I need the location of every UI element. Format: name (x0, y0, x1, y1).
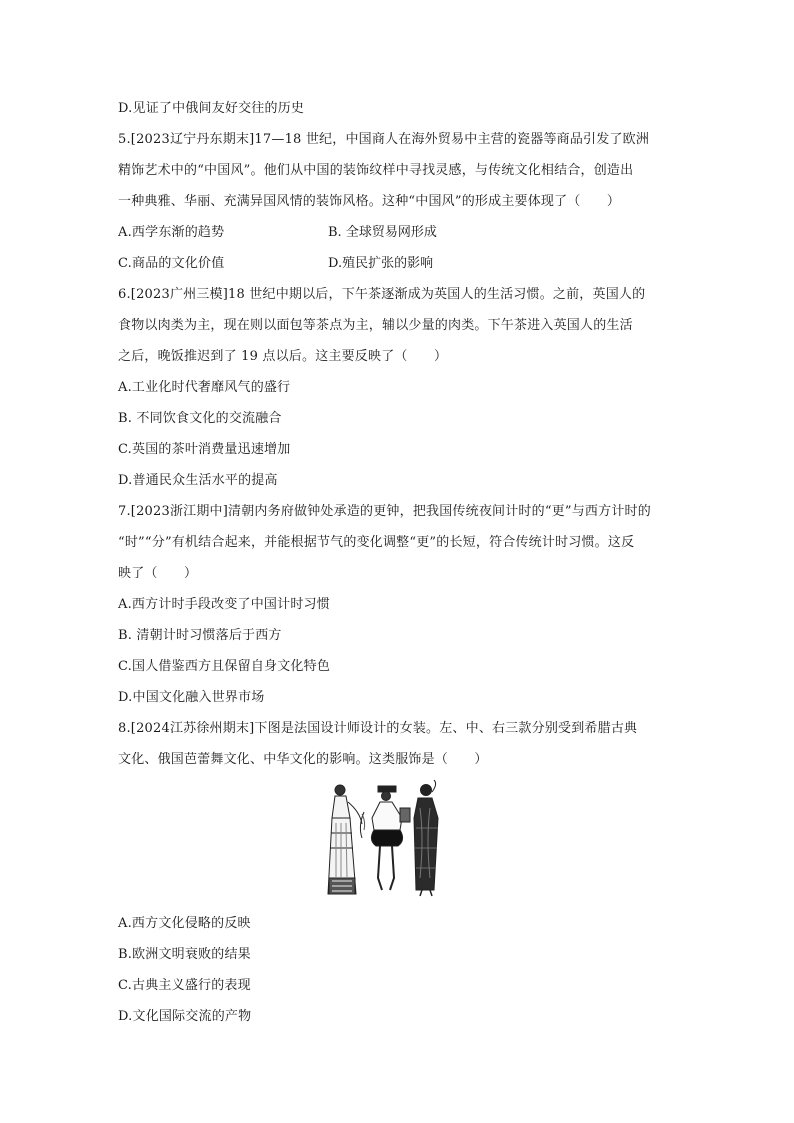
q5-option-c: C.商品的文化价值 (118, 256, 225, 271)
q7-option-d: D.中国文化融入世界市场 (118, 690, 265, 705)
q5-option-a: A.西学东渐的趋势 (118, 225, 225, 240)
q5-stem-line-1: 5.[2023辽宁丹东期末]17—18 世纪，中国商人在海外贸易中主营的瓷器等商品引发了欧洲 (118, 132, 650, 147)
q6-option-a: A.工业化时代奢靡风气的盛行 (118, 380, 291, 395)
q7-option-c: C.国人借鉴西方且保留自身文化特色 (118, 659, 331, 674)
q5-stem-line-2: 精饰艺术中的“中国风”。他们从中国的装饰纹样中寻找灵感，与传统文化相结合，创造出 (118, 163, 634, 178)
q4-option-d: D.见证了中俄间友好交往的历史 (118, 101, 305, 116)
q5-stem-line-3: 一种典雅、华丽、充满异国风情的装饰风格。这种“中国风”的形成主要体现了（ ） (118, 194, 621, 209)
q6-option-c: C.英国的茶叶消费量迅速增加 (118, 442, 291, 457)
q6-stem-line-3: 之后，晚饭推迟到了 19 点以后。这主要反映了（ ） (118, 349, 448, 364)
q5-option-b: B. 全球贸易网形成 (328, 225, 437, 240)
q8-stem-line-2: 文化、俄国芭蕾舞文化、中华文化的影响。这类服饰是（ ） (118, 752, 488, 767)
fashion-illustration (322, 778, 444, 902)
q7-stem-line-2: “时”“分”有机结合起来，并能根据节气的变化调整“更”的长短，符合传统计时习惯。这反 (118, 535, 635, 550)
q6-stem-line-1: 6.[2023广州三模]18 世纪中期以后，下午茶逐渐成为英国人的生活习惯。之前，英国人的 (118, 287, 646, 302)
figure-greek-gown (328, 785, 362, 894)
figure-ballet-dress (360, 786, 410, 890)
q7-option-a: A.西方计时手段改变了中国计时习惯 (118, 597, 330, 612)
q6-stem-line-2: 食物以肉类为主，现在则以面包等茶点为主，辅以少量的肉类。下午茶进入英国人的生活 (118, 318, 633, 333)
q7-stem-line-3: 映了（ ） (118, 566, 198, 581)
q8-option-b: B.欧洲文明衰败的结果 (118, 947, 251, 962)
q5-option-d: D.殖民扩张的影响 (328, 256, 434, 271)
q6-option-d: D.普通民众生活水平的提高 (118, 473, 278, 488)
q8-option-a: A.西方文化侵略的反映 (118, 916, 251, 931)
q8-stem-line-1: 8.[2024江苏徐州期末]下图是法国设计师设计的女装。左、中、右三款分别受到希腊古典 (118, 721, 638, 736)
q7-stem-line-1: 7.[2023浙江期中]清朝内务府做钟处承造的更钟，把我国传统夜间计时的“更”与西方计时的 (118, 504, 651, 519)
q8-option-c: C.古典主义盛行的表现 (118, 978, 251, 993)
q6-option-b: B. 不同饮食文化的交流融合 (118, 411, 282, 426)
q8-option-d: D.文化国际交流的产物 (118, 1009, 252, 1024)
figure-chinese-robe (414, 780, 438, 896)
q7-option-b: B. 清朝计时习惯落后于西方 (118, 628, 282, 643)
